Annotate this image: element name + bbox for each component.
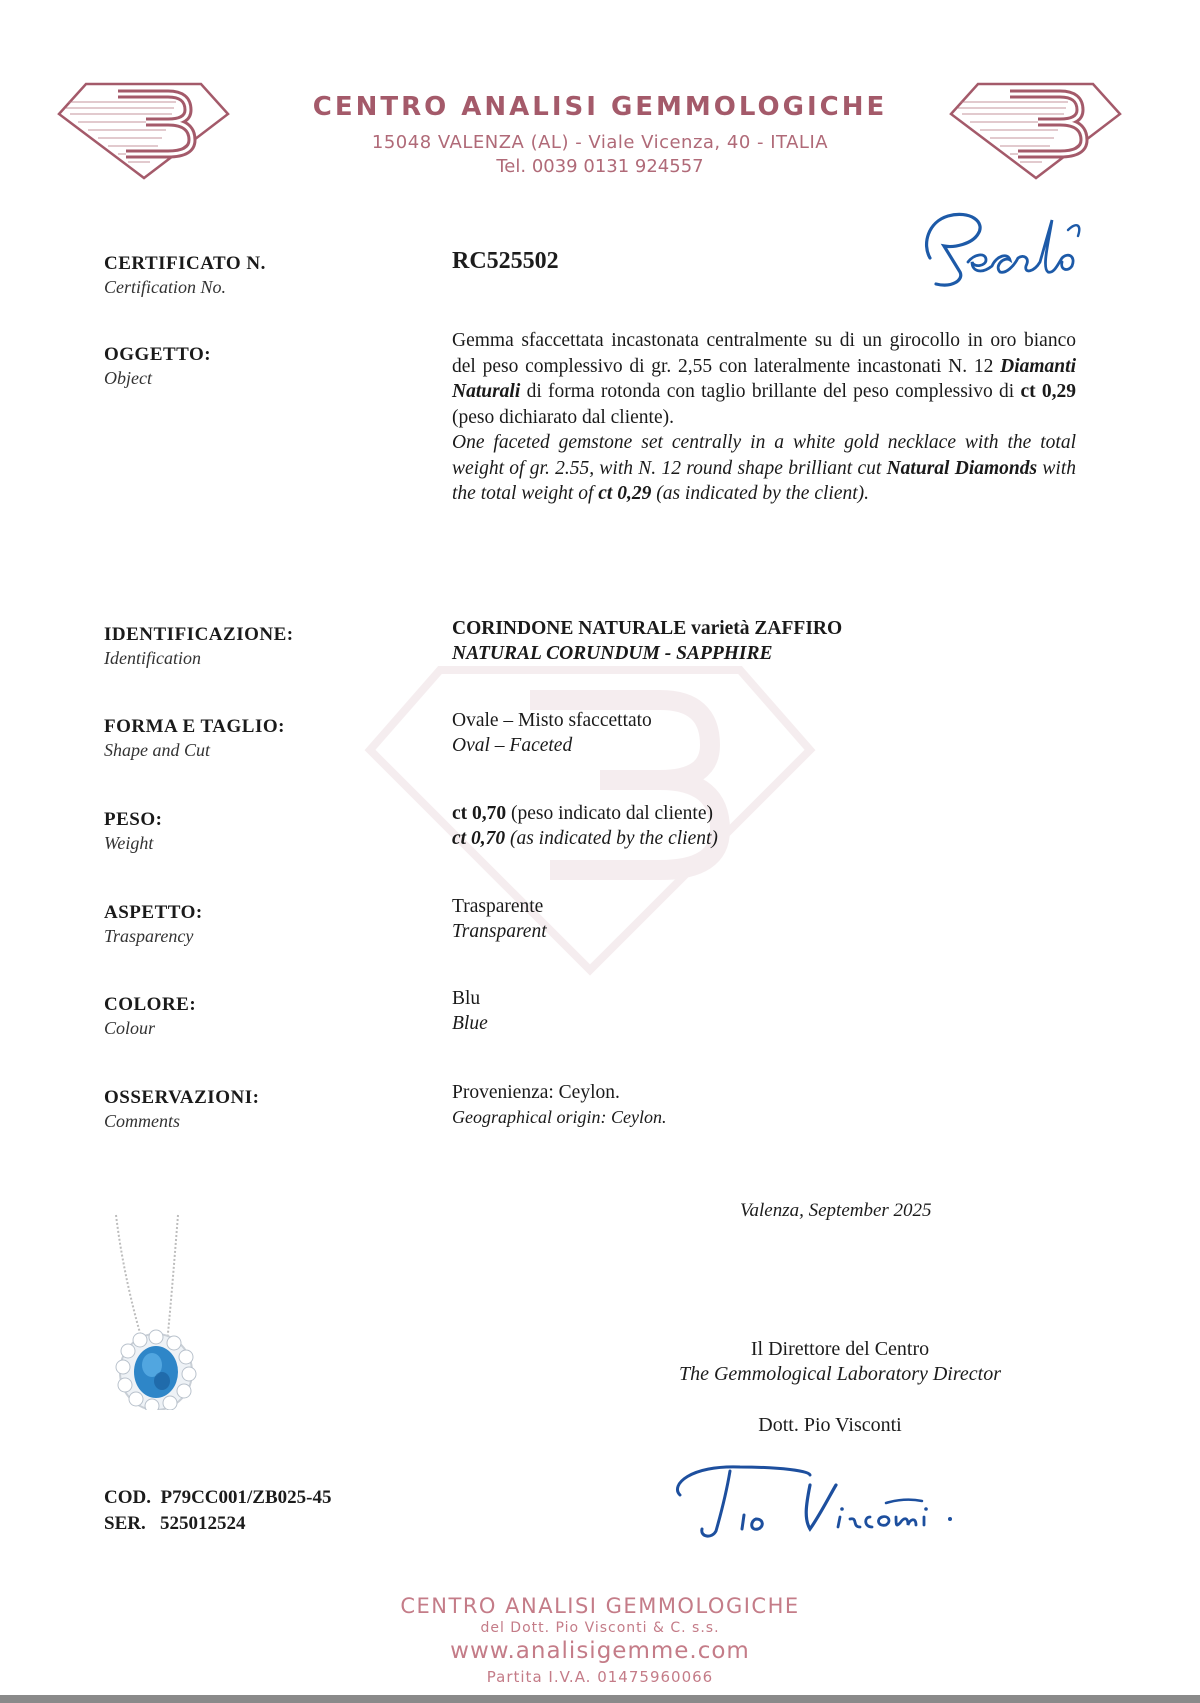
shape-value-en: Oval – Faceted <box>452 735 573 756</box>
certificate-label-en: Certification No. <box>104 277 227 297</box>
lab-title: CENTRO ANALISI GEMMOLOGICHE <box>312 92 888 122</box>
shape-label: FORMA E TAGLIO: <box>104 716 285 737</box>
shape-value: Ovale – Misto sfaccettato <box>452 710 652 731</box>
director-signature <box>660 1455 1000 1545</box>
comments-value-en: Geographical origin: Ceylon. <box>452 1107 667 1127</box>
aspect-label: ASPETTO: <box>104 902 203 923</box>
director-title: Il Direttore del Centro <box>750 1338 930 1360</box>
bottom-border <box>0 1695 1200 1703</box>
comments-label: OSSERVAZIONI: <box>104 1087 260 1108</box>
footer-vat: Partita I.V.A. 01475960066 <box>486 1668 714 1686</box>
object-label: OGGETTO: <box>104 344 212 365</box>
aspect-label-en: Trasparency <box>104 926 194 946</box>
colour-label: COLORE: <box>104 994 197 1015</box>
certificate-label: CERTIFICATO N. <box>104 253 266 274</box>
colour-value: Blu <box>452 988 481 1009</box>
lab-address: 15048 VALENZA (AL) - Viale Vicenza, 40 - ITALIA <box>371 132 829 153</box>
colour-label-en: Colour <box>104 1018 156 1038</box>
weight-value: ct 0,70 (peso indicato dal cliente) <box>452 803 713 824</box>
aspect-value-en: Transparent <box>452 921 547 942</box>
shape-label-en: Shape and Cut <box>104 740 210 760</box>
object-description-it: Gemma sfaccettata incastonata centralmente su di un girocollo in oro bianco del peso complessivo di gr. 2,55 con lateralmente incastonati N. 12 Diamanti Naturali di forma rotonda con taglio brillante del peso complessivo di ct 0,29 (peso dichiarato dal cliente). <box>452 330 1076 428</box>
footer-lab-name: CENTRO ANALISI GEMMOLOGICHE <box>400 1594 800 1618</box>
footer-owner: del Dott. Pio Visconti & C. s.s. <box>480 1620 720 1636</box>
identification-label-en: Identification <box>104 648 201 668</box>
director-name: Dott. Pio Visconti <box>758 1414 902 1436</box>
identification-value: CORINDONE NATURALE varietà ZAFFIRO <box>452 618 843 639</box>
recarlo-signature-logo <box>890 200 1090 295</box>
serial-number: SER. 525012524 <box>104 1513 246 1534</box>
comments-label-en: Comments <box>104 1111 180 1131</box>
weight-value-en: ct 0,70 (as indicated by the client) <box>452 828 718 849</box>
lab-phone: Tel. 0039 0131 924557 <box>496 156 704 177</box>
certificate-number: RC525502 <box>452 248 559 274</box>
identification-label: IDENTIFICAZIONE: <box>104 624 294 645</box>
product-code: COD. P79CC001/ZB025-45 <box>104 1487 332 1508</box>
comments-value: Provenienza: Ceylon. <box>452 1082 620 1103</box>
identification-value-en: NATURAL CORUNDUM - SAPPHIRE <box>452 643 773 664</box>
object-description-en: One faceted gemstone set centrally in a white gold necklace with the total weight of gr. 2.55, with N. 12 round shape brilliant cut Natural Diamonds with the total weight of ct 0,29 (as indicated by the client). <box>452 432 1077 504</box>
issue-date: Valenza, September 2025 <box>740 1200 932 1221</box>
weight-label-en: Weight <box>104 833 154 853</box>
object-description <box>452 328 1076 507</box>
director-title-en: The Gemmological Laboratory Director <box>678 1363 1001 1385</box>
object-label-en: Object <box>104 368 152 388</box>
aspect-value: Trasparente <box>452 896 544 917</box>
weight-label: PESO: <box>104 809 163 830</box>
colour-value-en: Blue <box>452 1013 488 1034</box>
footer-website[interactable]: www.analisigemme.com <box>450 1638 750 1664</box>
pendant-photo <box>100 1205 210 1410</box>
